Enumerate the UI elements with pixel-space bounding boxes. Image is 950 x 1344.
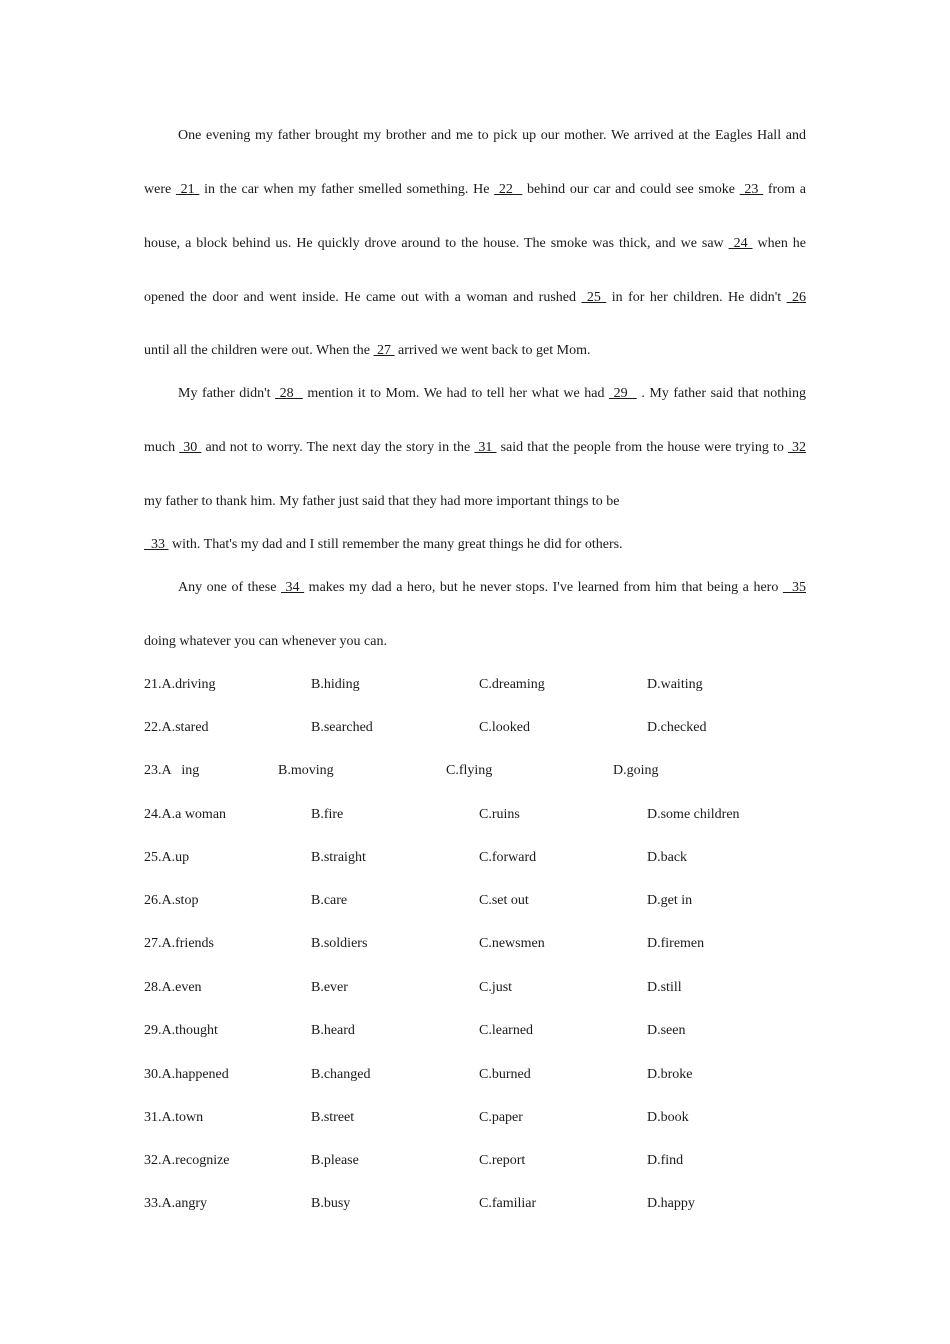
- text-segment: from a: [763, 182, 807, 197]
- option-d: D.seen: [647, 1023, 686, 1038]
- option-b: B.please: [311, 1153, 359, 1168]
- blank-30: 30: [179, 440, 202, 455]
- option-d: D.waiting: [647, 677, 703, 692]
- option-a: 26.A.stop: [144, 893, 199, 908]
- blank-34: 34: [281, 580, 305, 595]
- option-c: C.just: [479, 980, 513, 995]
- text-segment: mention it to Mom. We had to tell her what we had: [302, 386, 610, 401]
- text-segment: opened the door and went inside. He came out with a woman and rushed: [144, 290, 582, 305]
- option-row-24: [144, 806, 806, 824]
- option-b: B.soldiers: [311, 936, 368, 951]
- option-c: C.dreaming: [479, 677, 545, 692]
- option-row-30: [144, 1066, 806, 1084]
- option-row-33: [144, 1195, 806, 1213]
- option-c: C.burned: [479, 1067, 531, 1082]
- option-a: 24.A.a woman: [144, 807, 227, 822]
- option-row-29: [144, 1022, 806, 1040]
- blank-26: 26: [786, 290, 807, 305]
- text-segment: doing whatever you can whenever you can.: [144, 634, 387, 649]
- passage-line: [144, 127, 806, 145]
- text-segment: One evening my father brought my brother and me to pick up our mother. We arrived at the Eagles Hall and: [178, 128, 806, 143]
- option-c: C.learned: [479, 1023, 534, 1038]
- option-d: D.still: [647, 980, 682, 995]
- text-segment: until all the children were out. When the: [144, 343, 374, 358]
- option-row-28: [144, 979, 806, 997]
- option-row-23: [144, 762, 806, 780]
- option-a: 29.A.thought: [144, 1023, 218, 1038]
- option-c: C.paper: [479, 1110, 523, 1125]
- option-d: D.broke: [647, 1067, 693, 1082]
- blank-35: 35: [782, 580, 807, 595]
- option-d: D.back: [647, 850, 688, 865]
- option-row-21: [144, 676, 806, 694]
- option-c: C.familiar: [479, 1196, 537, 1211]
- text-segment: in the car when my father smelled something. He: [199, 182, 495, 197]
- option-a: 31.A.town: [144, 1110, 204, 1125]
- text-segment: with. That's my dad and I still remember the many great things he did for others.: [168, 537, 623, 552]
- text-segment: makes my dad a hero, but he never stops. I've learned from him that being a hero: [304, 580, 783, 595]
- text-segment: and not to worry. The next day the story in the: [201, 440, 475, 455]
- option-b: B.straight: [311, 850, 366, 865]
- option-c: C.looked: [479, 720, 530, 735]
- passage-line: [144, 633, 806, 651]
- text-segment: arrived we went back to get Mom.: [394, 343, 591, 358]
- option-row-27: [144, 935, 806, 953]
- option-b: B.searched: [311, 720, 373, 735]
- blank-29: 29: [609, 386, 637, 401]
- blank-23: 23: [739, 182, 764, 197]
- option-row-22: [144, 719, 806, 737]
- passage-line: [144, 181, 806, 199]
- option-c: C.ruins: [479, 807, 520, 822]
- blank-24: 24: [728, 236, 753, 251]
- text-segment: . My father said that nothing: [636, 386, 807, 401]
- blank-32: 32: [787, 440, 807, 455]
- passage-line: [144, 493, 806, 511]
- option-d: D.book: [647, 1110, 689, 1125]
- blank-25: 25: [581, 290, 607, 305]
- option-b: B.fire: [311, 807, 344, 822]
- option-b: B.changed: [311, 1067, 371, 1082]
- option-d: D.checked: [647, 720, 707, 735]
- option-d: D.firemen: [647, 936, 705, 951]
- blank-33: 33: [144, 537, 169, 552]
- option-d: D.get in: [647, 893, 693, 908]
- option-c: C.set out: [479, 893, 529, 908]
- option-c: C.flying: [446, 763, 493, 778]
- option-b: B.care: [311, 893, 348, 908]
- option-row-32: [144, 1152, 806, 1170]
- option-row-26: [144, 892, 806, 910]
- blank-28: 28: [275, 386, 303, 401]
- blank-21: 21: [175, 182, 200, 197]
- passage-line: [144, 289, 806, 307]
- passage-line: [144, 342, 806, 360]
- option-d: D.going: [613, 763, 659, 778]
- text-segment: house, a block behind us. He quickly drove around to the house. The smoke was thick, and we saw: [144, 236, 729, 251]
- option-c: C.newsmen: [479, 936, 545, 951]
- option-d: D.some children: [647, 807, 740, 822]
- passage-line: [144, 385, 806, 403]
- text-segment: when he: [752, 236, 806, 251]
- text-segment: my father to thank him. My father just said that they had more important things to be: [144, 494, 620, 509]
- option-row-31: [144, 1109, 806, 1127]
- option-a: 33.A.angry: [144, 1196, 207, 1211]
- passage-line: [144, 536, 806, 554]
- option-d: D.find: [647, 1153, 684, 1168]
- text-segment: behind our car and could see smoke: [522, 182, 740, 197]
- option-b: B.busy: [311, 1196, 351, 1211]
- option-a: 21.A.driving: [144, 677, 216, 692]
- option-b: B.heard: [311, 1023, 355, 1038]
- text-segment: said that the people from the house were trying to: [496, 440, 788, 455]
- option-a: 30.A.happened: [144, 1067, 229, 1082]
- passage-line: [144, 235, 806, 253]
- option-d: D.happy: [647, 1196, 695, 1211]
- blank-27: 27: [373, 343, 395, 358]
- option-a: 22.A.stared: [144, 720, 209, 735]
- text-segment: were: [144, 182, 176, 197]
- option-a: 23.A ing: [144, 763, 200, 778]
- text-segment: much: [144, 440, 180, 455]
- option-b: B.hiding: [311, 677, 360, 692]
- option-c: C.forward: [479, 850, 537, 865]
- text-segment: Any one of these: [178, 580, 281, 595]
- blank-22: 22: [494, 182, 523, 197]
- passage-line: [144, 439, 806, 457]
- text-segment: in for her children. He didn't: [606, 290, 787, 305]
- option-a: 32.A.recognize: [144, 1153, 230, 1168]
- blank-31: 31: [474, 440, 497, 455]
- option-a: 25.A.up: [144, 850, 190, 865]
- text-segment: My father didn't: [178, 386, 276, 401]
- option-a: 28.A.even: [144, 980, 202, 995]
- option-row-25: [144, 849, 806, 867]
- option-b: B.street: [311, 1110, 355, 1125]
- passage-line: [144, 579, 806, 597]
- option-c: C.report: [479, 1153, 526, 1168]
- option-a: 27.A.friends: [144, 936, 214, 951]
- option-b: B.moving: [278, 763, 334, 778]
- option-b: B.ever: [311, 980, 348, 995]
